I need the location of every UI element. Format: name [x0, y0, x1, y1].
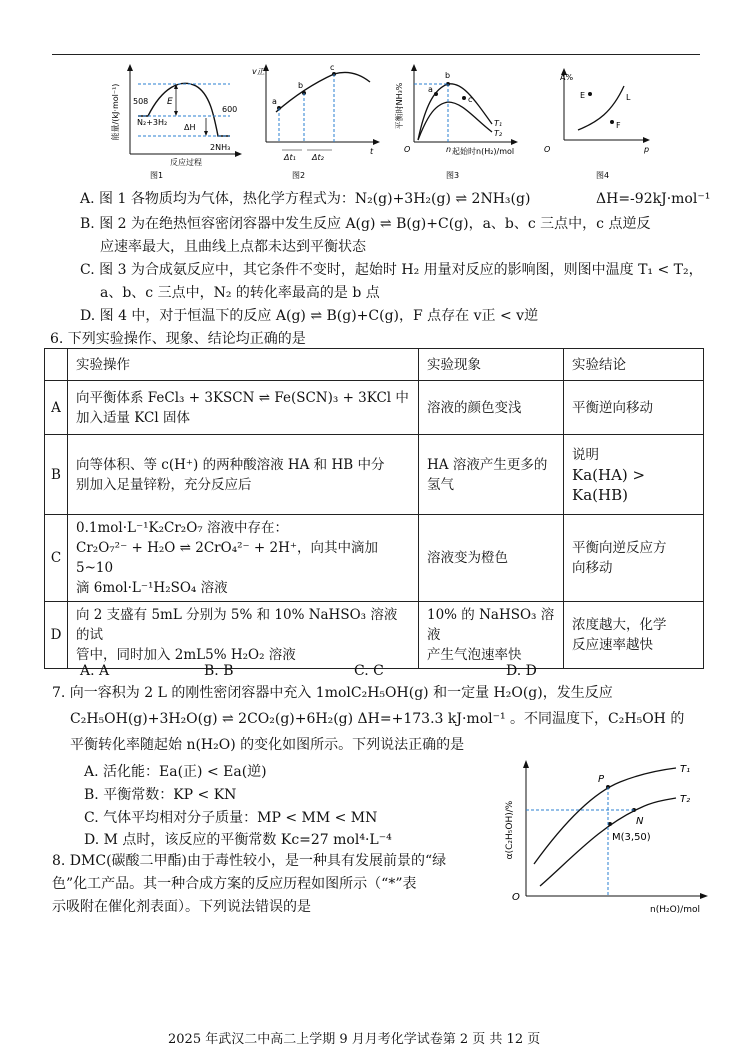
q6-choice-a: A. A — [80, 663, 110, 679]
experiment-table — [44, 348, 704, 669]
page-footer: 2025 年武汉二中高二上学期 9 月月考化学试卷第 2 页 共 12 页 — [168, 1032, 541, 1047]
fig2-dt1: Δt₁ — [284, 153, 296, 162]
fig7-M: M(3,50) — [612, 832, 651, 843]
fig3-x-label: 起始时n(H₂)/mol — [452, 147, 515, 156]
table-header-row — [45, 349, 704, 381]
top-rule — [52, 54, 700, 55]
fig1-reactants: N₂+3H₂ — [137, 118, 168, 127]
q7-option-c: C. 气体平均相对分子质量：MP < MM < MN — [84, 810, 378, 826]
op-line: 别加入足量锌粉，充分反应后 — [76, 476, 252, 493]
q5-option-c-line2: a、b、c 三点中，N₂ 的转化率最高的是 b 点 — [100, 285, 380, 301]
row-label: B — [45, 435, 68, 515]
fig1-v600: 600 — [222, 105, 238, 114]
q5-option-d-line1: D. 图 4 中，对于恒温下的反应 A(g) ⇌ B(g)+C(g)，F 点存在 v正 < v逆 — [80, 308, 539, 324]
fig3-c: c — [468, 95, 473, 104]
q7-option-b: B. 平衡常数：KP < KN — [84, 787, 237, 803]
fig2-y-label: v正 — [252, 67, 265, 76]
op-line: 向平衡体系 FeCl₃ + 3KSCN ⇌ Fe(SCN)₃ + 3KCl 中 — [76, 389, 409, 406]
row-phenomenon: 溶液变为橙色 — [419, 515, 564, 602]
row-operation — [68, 602, 419, 669]
op-line: 滴 6mol·L⁻¹H₂SO₄ 溶液 — [76, 580, 228, 596]
q6-choice-b: B. B — [204, 663, 234, 679]
fig2-c: c — [330, 63, 335, 72]
row-operation — [68, 381, 419, 435]
q6-choice-d: D. D — [506, 663, 537, 679]
concl-line: Ka(HA) > Ka(HB) — [572, 465, 646, 504]
q6-choice-c: C. C — [354, 663, 384, 679]
fig3-n: n — [446, 145, 452, 154]
fig7-T2: T₂ — [680, 794, 691, 805]
row-phenomenon: 溶液的颜色变浅 — [419, 381, 564, 435]
q7-line2: C₂H₅OH(g)+3H₂O(g) ⇌ 2CO₂(g)+6H₂(g) ΔH=+173.3 kJ·mol⁻¹ 。不同温度下，C₂H₅OH 的 — [70, 711, 685, 727]
fig7-y-label: α(C₂H₅OH)/% — [505, 800, 515, 860]
row-phenomenon — [419, 602, 564, 669]
q7-option-d: D. M 点时，该反应的平衡常数 Kc=27 mol⁴·L⁻⁴ — [84, 832, 392, 848]
concl-line: 反应速率越快 — [572, 637, 653, 653]
row-label: C — [45, 515, 68, 602]
op-line: 加入适量 KCl 固体 — [76, 409, 190, 426]
row-operation — [68, 515, 419, 602]
q5-option-a-text: A. 图 1 各物质均为气体，热化学方程式为：N₂(g)+3H₂(g) ⇌ 2NH₃(g) — [80, 191, 531, 207]
fig2-b: b — [298, 81, 304, 90]
fig2-dt2: Δt₂ — [312, 153, 324, 162]
phen-line: HA 溶液产生更多的 — [427, 456, 548, 473]
q8-line1: 8. DMC(碳酸二甲酯)由于毒性较小，是一种具有发展前景的“绿 — [52, 853, 447, 869]
op-line: 向等体积、等 c(H⁺) 的两种酸溶液 HA 和 HB 中分 — [76, 456, 385, 473]
fig7-N: N — [636, 816, 644, 827]
table-row — [45, 435, 704, 515]
phen-line: 氢气 — [427, 476, 454, 493]
fig1-v508: 508 — [133, 97, 149, 106]
fig7-T1: T₁ — [680, 764, 691, 775]
fig4-caption: 图4 — [596, 171, 610, 180]
fig7-origin: O — [512, 892, 520, 903]
fig3-b: b — [445, 71, 451, 80]
fig4-E: E — [580, 91, 586, 100]
fig3-caption: 图3 — [446, 171, 460, 180]
figure-2-rate-diagram — [252, 62, 382, 180]
q8-line3: 示吸附在催化剂表面）。下列说法错误的是 — [52, 899, 311, 915]
row-operation — [68, 435, 419, 515]
figure-3-nh3-diagram — [392, 62, 532, 180]
q5-option-c-line1: C. 图 3 为合成氨反应中，其它条件不变时，起始时 H₂ 用量对反应的影响图，则图中温度 T₁ < T₂， — [80, 262, 703, 278]
fig4-x-label: p — [644, 145, 650, 154]
figure-4-a-percent-diagram — [540, 62, 660, 180]
fig4-F: F — [616, 121, 621, 130]
fig3-T2: T₂ — [494, 129, 503, 138]
concl-line: 说明 — [572, 446, 599, 463]
q5-option-b-line1: B. 图 2 为在绝热恒容密闭容器中发生反应 A(g) ⇌ B(g)+C(g)，a、b、c 三点中，c 点逆反 — [80, 216, 651, 232]
fig1-x-label: 反应过程 — [170, 158, 202, 167]
figure-q7-conversion-chart — [500, 760, 720, 916]
fig2-a: a — [272, 97, 277, 106]
row-conclusion: 平衡逆向移动 — [564, 381, 704, 435]
header-operation: 实验操作 — [68, 349, 419, 381]
op-line: 0.1mol·L⁻¹K₂Cr₂O₇ 溶液中存在： — [76, 520, 288, 536]
phen-line: 产生气泡速率快 — [427, 647, 522, 663]
fig1-caption: 图1 — [150, 171, 164, 180]
q6-stem: 6. 下列实验操作、现象、结论均正确的是 — [50, 331, 306, 347]
fig3-T1: T₁ — [494, 119, 503, 128]
table-corner-cell — [45, 349, 68, 381]
row-conclusion — [564, 435, 704, 515]
row-label: D — [45, 602, 68, 669]
concl-line: 平衡向逆反应方 — [572, 540, 667, 556]
table-row — [45, 515, 704, 602]
fig4-origin: O — [544, 145, 551, 154]
fig2-caption: 图2 — [292, 171, 306, 180]
q7-line1: 7. 向一容积为 2 L 的刚性密闭容器中充入 1molC₂H₅OH(g) 和一定量 H₂O(g)，发生反应 — [52, 685, 613, 701]
fig1-y-label: 能量/(kJ·mol⁻¹) — [111, 83, 120, 141]
table-row — [45, 602, 704, 669]
fig2-x-label: t — [370, 147, 374, 156]
header-phenomenon: 实验现象 — [419, 349, 564, 381]
fig3-origin: O — [404, 145, 411, 154]
fig7-P: P — [598, 774, 605, 785]
phen-line: 10% 的 NaHSO₃ 溶液 — [427, 607, 555, 643]
concl-line: 向移动 — [572, 560, 613, 576]
fig3-a: a — [428, 85, 433, 94]
q5-option-a-dh: ΔH=-92kJ·mol⁻¹ — [596, 191, 711, 207]
op-line: 管中，同时加入 2mL5% H₂O₂ 溶液 — [76, 647, 296, 663]
row-conclusion — [564, 602, 704, 669]
op-line: Cr₂O₇²⁻ + H₂O ⇌ 2CrO₄²⁻ + 2H⁺，向其中滴加 5~10 — [76, 540, 379, 576]
fig3-y-label: 平衡时NH₃% — [395, 82, 404, 130]
fig1-E: E — [167, 97, 173, 107]
q5-option-b-line2: 应速率最大，且曲线上点都未达到平衡状态 — [100, 239, 366, 255]
fig1-products: 2NH₃ — [210, 143, 231, 152]
fig7-x-label: n(H₂O)/mol — [650, 905, 700, 915]
fig4-y-label: A% — [560, 73, 574, 82]
op-line: 向 2 支盛有 5mL 分别为 5% 和 10% NaHSO₃ 溶液的试 — [76, 607, 398, 643]
q8-line2: 色”化工产品。其一种合成方案的反应历程如图所示（“*”表 — [52, 876, 417, 892]
fig1-dH: ΔH — [184, 123, 196, 132]
q7-option-a: A. 活化能：Ea(正) < Ea(逆) — [84, 764, 267, 780]
header-conclusion: 实验结论 — [564, 349, 704, 381]
row-label: A — [45, 381, 68, 435]
q7-line3: 平衡转化率随起始 n(H₂O) 的变化如图所示。下列说法正确的是 — [70, 737, 465, 753]
fig4-L: L — [626, 93, 631, 102]
q5-option-a — [80, 189, 530, 209]
row-phenomenon — [419, 435, 564, 515]
row-conclusion — [564, 515, 704, 602]
figure-1-energy-diagram — [110, 62, 250, 180]
table-row — [45, 381, 704, 435]
concl-line: 浓度越大，化学 — [572, 617, 667, 633]
